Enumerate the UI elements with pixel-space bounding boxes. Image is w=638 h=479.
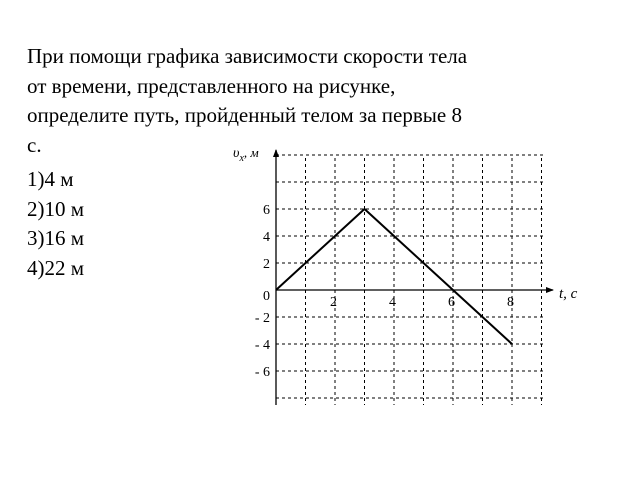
x-tick-label: 6 [448,295,455,310]
y-tick-label: 2 [263,257,270,272]
data-series [276,209,512,344]
question-line-2: от времени, представленного на рисунке, [27,73,396,98]
y-tick-label: 4 [263,230,270,245]
x-tick-label: 4 [389,295,396,310]
grid [276,155,545,405]
answer-option-3: 3)16 м [27,226,85,250]
y-tick-label: - 2 [254,311,270,326]
y-tick-label: - 6 [254,365,270,380]
y-axis-label-sub: x [239,153,244,164]
question-line-3: определите путь, пройденный телом за первые 8 [27,103,462,127]
y-tick-label: - 4 [254,338,270,353]
y-axis-label-unit: , м [243,145,259,160]
answer-option-4: 4)22 м [27,255,85,280]
answer-option-1: 1)4 м [27,167,74,191]
x-axis-arrow [546,287,554,293]
question-line-1: При помощи графика зависимости скорости тела [27,44,468,68]
question-line-4: с. [27,132,42,157]
y-axis-label [233,145,259,164]
velocity-line [276,209,512,344]
y-axis-arrow [273,149,279,157]
axes [273,149,554,405]
y-axis-label-main: υ [233,146,240,161]
y-tick-label: 0 [263,289,270,304]
x-axis-label: t, c [559,286,578,302]
y-tick-label: 6 [263,203,270,218]
x-tick-label: 8 [507,295,514,310]
answer-option-2: 2)10 м [27,196,85,221]
x-tick-label: 2 [330,295,337,310]
